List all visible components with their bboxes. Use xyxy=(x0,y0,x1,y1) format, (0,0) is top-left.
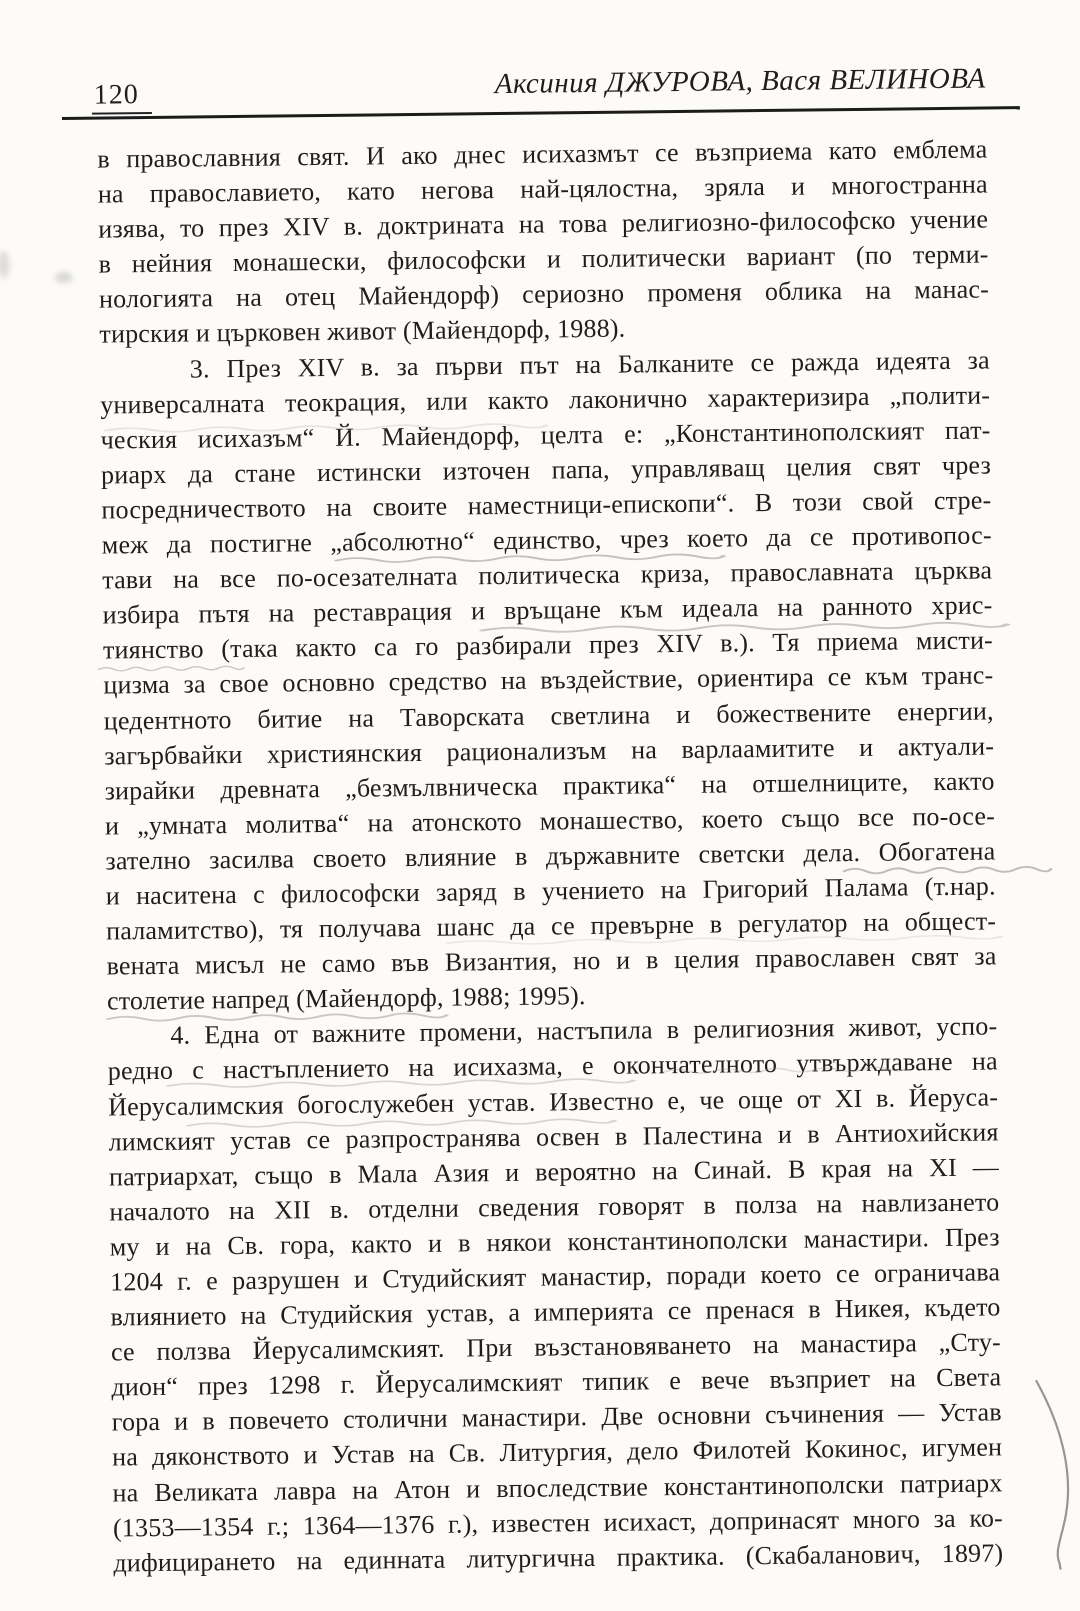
text-line: столетие напред (Майендорф, 1988; 1995). xyxy=(106,981,586,1016)
text-line: цедентното битие на Таворската светлина и божествените енергии, xyxy=(103,695,994,736)
text-line: ческия исихазъм“ Й. Майендорф, целта е: „Константинополският пат- xyxy=(100,415,991,455)
text-line: патриархат, също в Мала Азия и вероятно на Синай. В края на XI — xyxy=(108,1152,1000,1192)
text-line: нологията на отец Майендорф) сериозно променя облика на манас- xyxy=(98,274,990,314)
text-line: паламитство), тя получава шанс да се превърне в регулатор на общест- xyxy=(106,906,997,946)
text-line: цизма за свое основно средство на въздействие, ориентира се към транс- xyxy=(103,660,994,700)
text-line: тави на все по-осезателната политическа криза, православната църква xyxy=(102,555,993,595)
text-line: на православието, като негова най-цялостна, зряла и многостранна xyxy=(97,169,988,209)
page-body xyxy=(97,131,1003,1580)
text-line: 1204 г. е разрушен и Студийският манастир, поради което се ограничава xyxy=(110,1257,1001,1297)
page-number-underline xyxy=(92,112,152,115)
text-line: влиянието на Студийския устав, а империята се пренася в Никея, където xyxy=(110,1292,1001,1332)
text-line: изява, то през XIV в. доктрината на това религиозно-философско учение xyxy=(98,204,989,244)
text-line: дифицирането на единната литургична практика. (Скабаланович, 1897) xyxy=(113,1538,1004,1578)
text-line: началото на XII в. отделни сведения говорят в полза на навлизането xyxy=(109,1187,1000,1227)
text-line: универсалната теокрация, или както лаконично характеризира „полити- xyxy=(100,380,991,420)
text-line: дион“ през 1298 г. Йерусалимският типик е вече възприет на Света xyxy=(111,1362,1002,1402)
text-line: Йерусалимския богослужебен устав. Известно е, че още от XI в. Йеруса- xyxy=(108,1081,999,1122)
running-header: Аксиния ДЖУРОВА, Вася ВЕЛИНОВА xyxy=(494,62,986,101)
page-curl-mark xyxy=(1026,1376,1080,1572)
text-line: 3. През XIV в. за първи път на Балканите се ражда идеята за xyxy=(189,345,990,384)
text-line: избира пътя на реставрация и връщане към идеала на ранното хрис- xyxy=(102,590,993,630)
text-line: лимският устав се разпространява освен в Палестина и в Антиохийския xyxy=(108,1117,999,1157)
text-line: редно с настъплението на исихазма, е окончателното утвърждаване на xyxy=(107,1046,998,1086)
text-line: в православния свят. И ако днес исихазмът се възприема като емблема xyxy=(97,134,988,174)
text-line: му и на Св. гора, както и в някои константинополски манастири. През xyxy=(109,1222,1000,1262)
text-line: зирайки древната „безмълвническа практика“ на отшелниците, както xyxy=(104,766,995,806)
text-line: 4. Една от важните промени, настъпила в религиозния живот, успо- xyxy=(170,1011,998,1051)
text-line: загърбвайки християнския рационализъм на варлаамитите и актуали- xyxy=(104,731,995,771)
text-line: вената мисъл не само във Византия, но и в целия православен свят за xyxy=(106,941,997,981)
scan-smudge xyxy=(0,251,10,279)
page-number: 120 xyxy=(93,79,139,111)
text-line: тирския и църковен живот (Майендорф, 1988). xyxy=(99,314,626,350)
text-line: гора и в повечето столични манастири. Две основни съчинения — Устав xyxy=(111,1397,1002,1437)
text-line: зателно засилва своето влияние в държавните светски дела. Обогатена xyxy=(105,836,996,876)
text-line: тиянство (така както са го разбирали през XIV в.). Тя приема мисти- xyxy=(102,625,994,665)
text-line: в нейния монашески, философски и политически вариант (по терми- xyxy=(98,239,989,279)
text-line: посредничеството на своите наместници-епископи“. В този свой стре- xyxy=(101,485,992,525)
header-rule xyxy=(62,106,1020,120)
text-line: и наситена с философски заряд в учението на Григорий Палама (т.нар. xyxy=(105,871,996,911)
text-line: на дяконството и Устав на Св. Литургия, дело Филотей Кокинос, игумен xyxy=(112,1432,1003,1472)
scan-smudge xyxy=(55,272,73,283)
text-line: (1353—1354 г.; 1364—1376 г.), известен исихаст, допринасят много за ко- xyxy=(112,1503,1004,1543)
text-line: меж да постигне „абсолютно“ единство, чрез което да се противопос- xyxy=(101,520,992,560)
text-line: риарх да стане истински източен папа, управляващ целия свят чрез xyxy=(100,450,992,490)
text-line: на Великата лавра на Атон и впоследствие константинополски патриарх xyxy=(112,1467,1003,1508)
text-line: се ползва Йерусалимският. При възстановяването на манастира „Сту- xyxy=(110,1327,1002,1367)
text-line: и „умната молитва“ на атонското монашество, което също все по-осе- xyxy=(104,801,996,841)
